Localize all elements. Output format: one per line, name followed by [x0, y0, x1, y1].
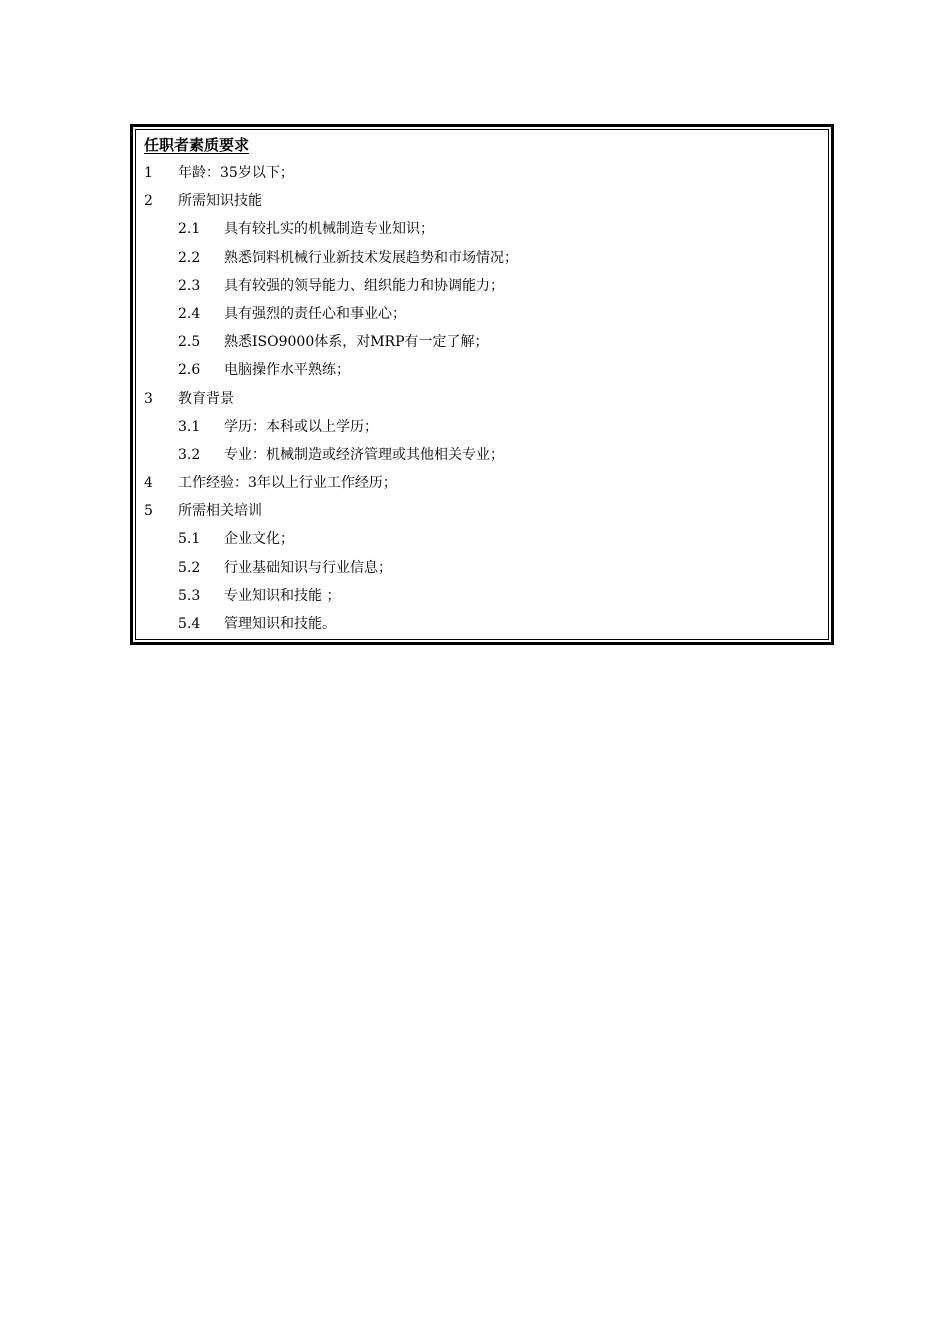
item-number: 4	[144, 475, 153, 492]
item-number: 5.1	[178, 531, 201, 548]
item-text: 熟悉饲料机械行业新技术发展趋势和市场情况；	[224, 249, 518, 266]
item-number: 2	[144, 193, 153, 210]
item-text: 电脑操作水平熟练；	[224, 362, 350, 379]
sub-list-item	[144, 413, 828, 441]
item-number: 2.3	[178, 277, 201, 294]
item-number: 5	[144, 503, 153, 520]
item-text: 年龄：35岁以下；	[178, 165, 294, 181]
item-text: 熟悉ISO9000体系，对MRP有一定了解；	[224, 334, 489, 351]
item-text: 具有较扎实的机械制造专业知识；	[224, 221, 434, 238]
item-number: 3.1	[178, 418, 201, 435]
item-text: 专业：机械制造或经济管理或其他相关专业；	[224, 446, 504, 463]
list-item	[144, 385, 828, 413]
item-number: 3	[144, 390, 153, 407]
requirements-box-inner	[135, 129, 829, 640]
item-number: 2.6	[178, 362, 201, 379]
item-number: 2.4	[178, 305, 201, 322]
sub-list-item	[144, 215, 828, 243]
item-number: 5.2	[178, 559, 201, 576]
sub-list-item	[144, 244, 828, 272]
item-text: 学历：本科或以上学历；	[224, 418, 378, 435]
list-item	[144, 497, 828, 525]
sub-list-item	[144, 441, 828, 469]
sub-list-item	[144, 610, 828, 638]
item-number: 2.5	[178, 334, 201, 351]
item-text: 管理知识和技能。	[224, 616, 336, 632]
sub-list-item	[144, 272, 828, 300]
item-text: 工作经验：3年以上行业工作经历；	[178, 475, 397, 492]
item-number: 5.3	[178, 587, 201, 604]
section-title: 任职者素质要求	[144, 136, 250, 154]
item-number: 2.1	[178, 221, 201, 238]
item-text: 企业文化；	[224, 531, 294, 548]
item-text: 具有强烈的责任心和事业心；	[224, 305, 406, 322]
item-text: 教育背景	[178, 390, 234, 407]
item-text: 行业基础知识与行业信息；	[224, 559, 392, 576]
sub-list-item	[144, 554, 828, 582]
list-item	[144, 469, 828, 497]
list-item	[144, 187, 828, 215]
item-text: 所需知识技能	[178, 193, 262, 210]
item-number: 3.2	[178, 446, 201, 463]
item-text: 所需相关培训	[178, 503, 262, 520]
sub-list-item	[144, 582, 828, 610]
requirements-box	[130, 124, 834, 645]
item-text: 专业知识和技能 ；	[224, 587, 341, 604]
item-number: 2.2	[178, 249, 201, 266]
sub-list-item	[144, 300, 828, 328]
item-number: 1	[144, 165, 153, 181]
requirements-list	[144, 159, 828, 638]
item-text: 具有较强的领导能力、组织能力和协调能力；	[224, 277, 504, 294]
sub-list-item	[144, 356, 828, 384]
list-item	[144, 159, 828, 187]
item-number: 5.4	[178, 616, 201, 632]
sub-list-item	[144, 525, 828, 553]
sub-list-item	[144, 328, 828, 356]
